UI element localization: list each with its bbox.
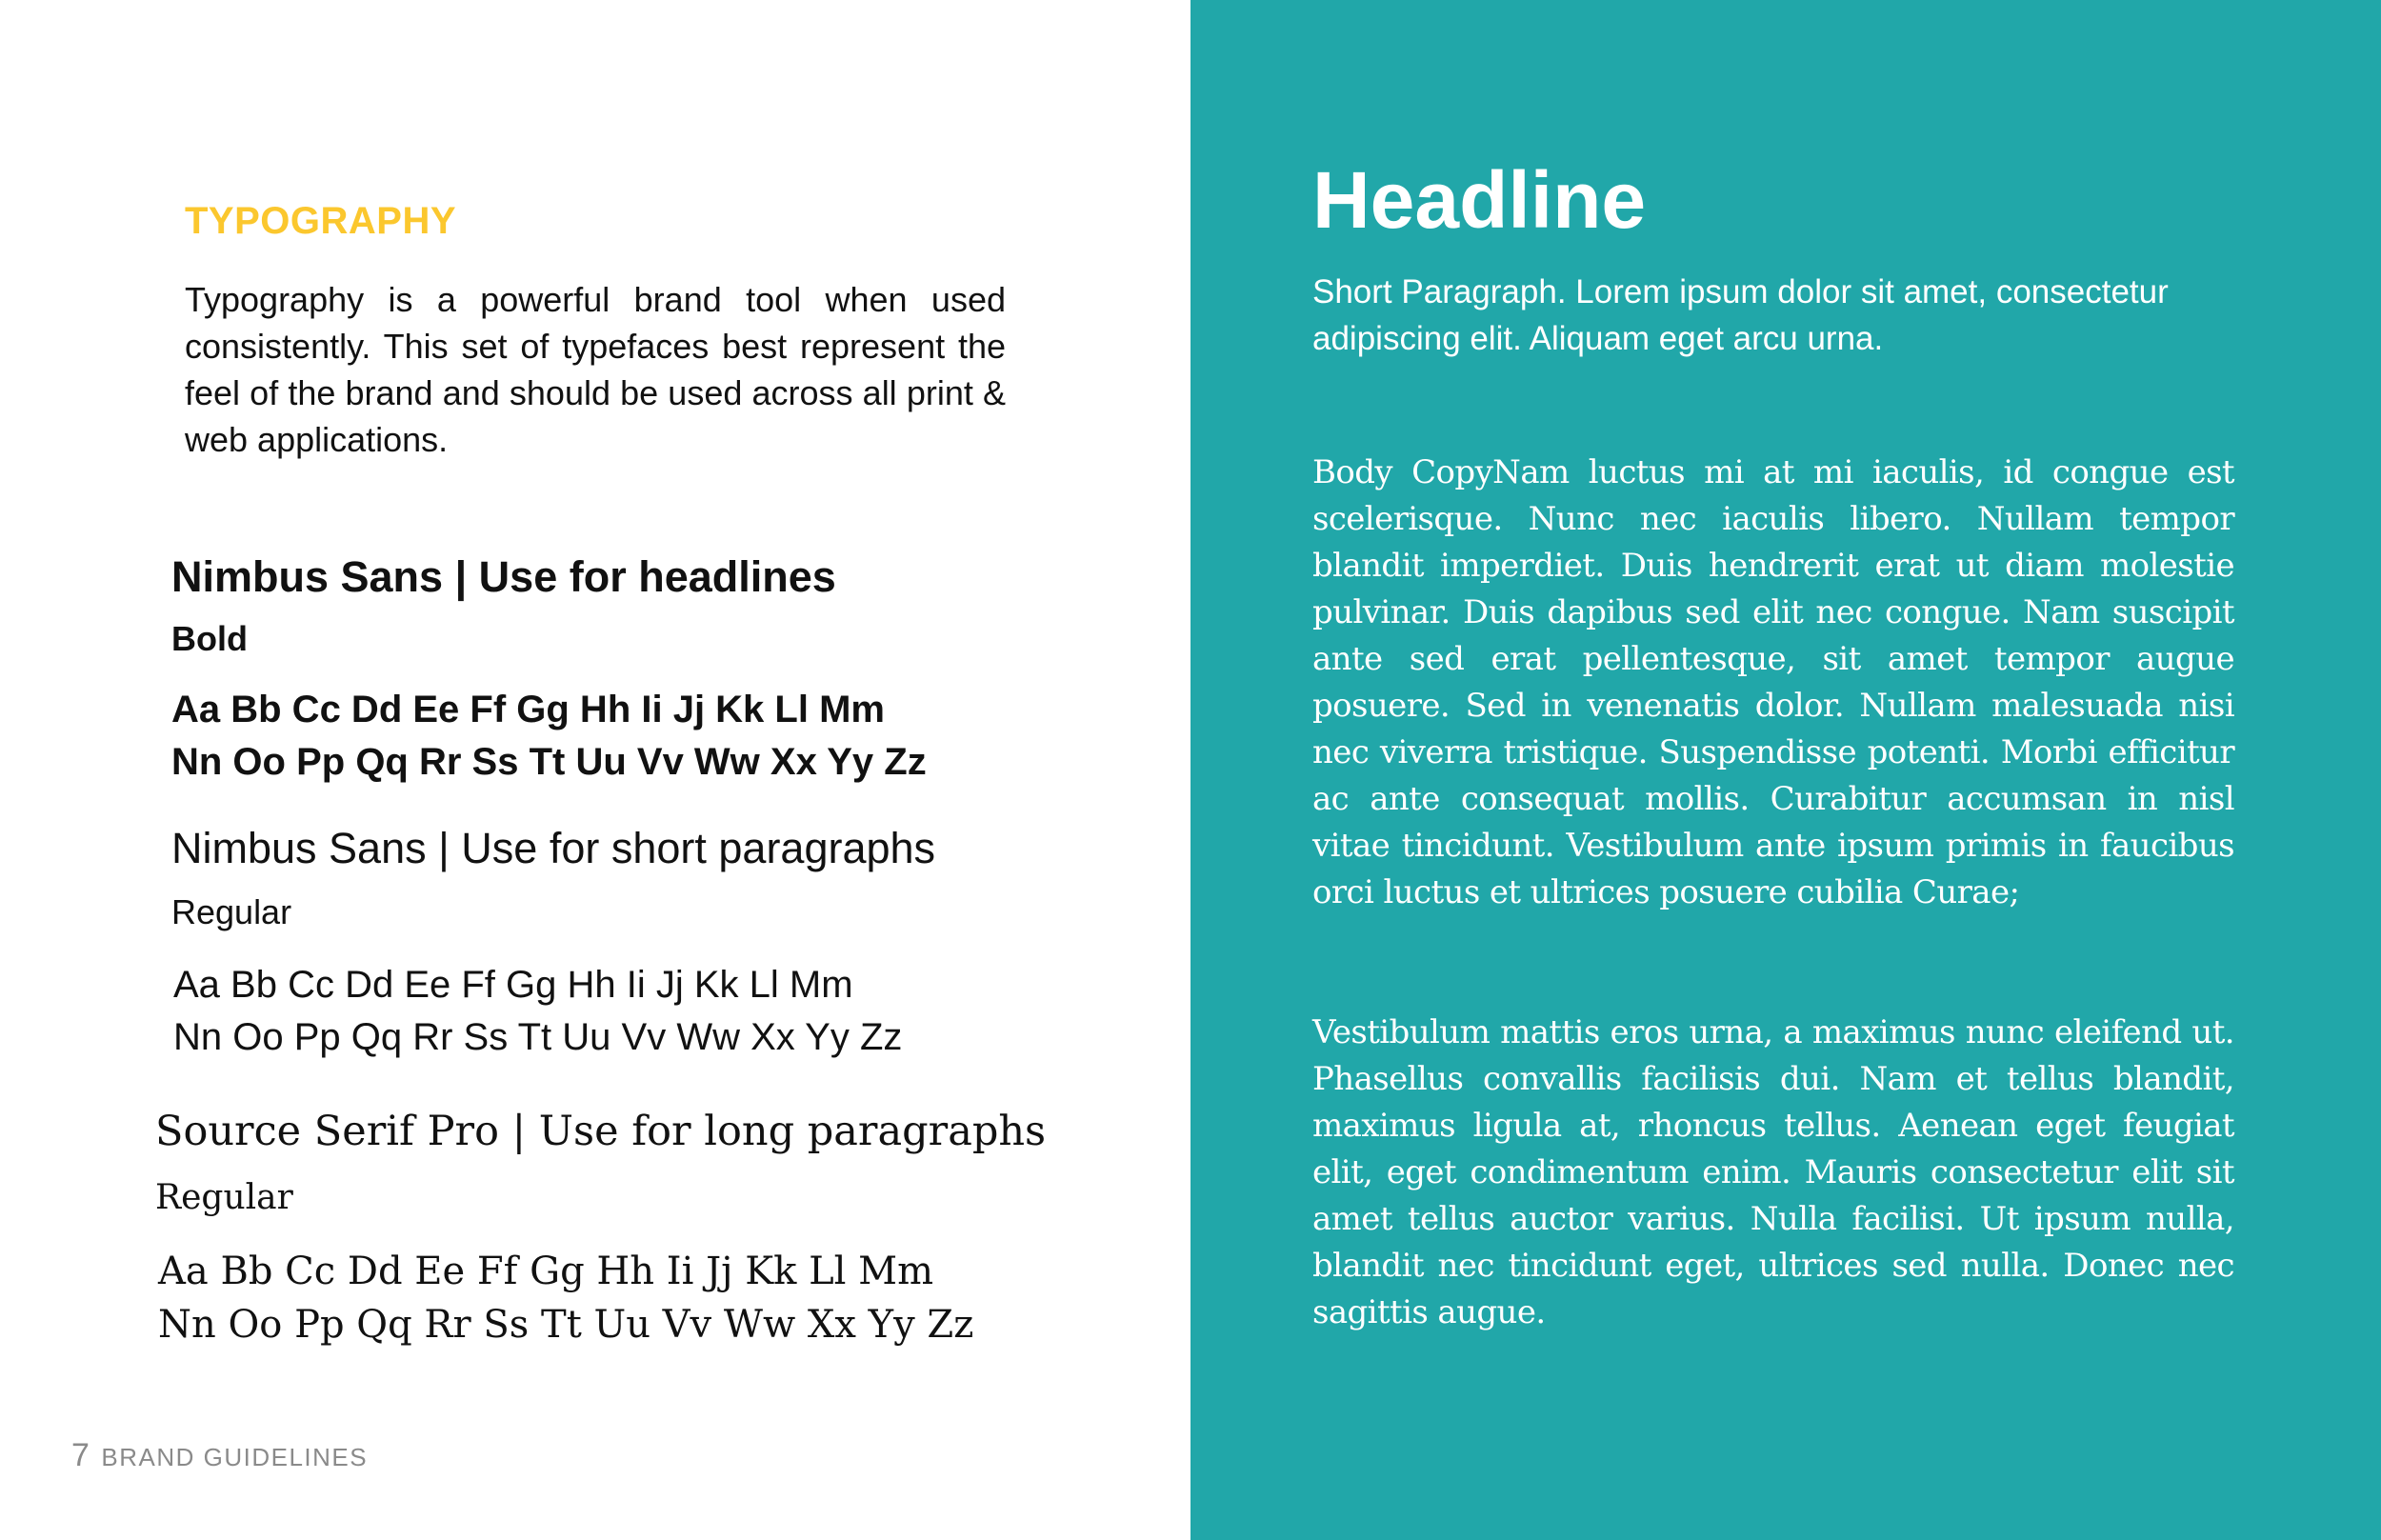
sample-line: Aa Bb Cc Dd Ee Ff Gg Hh Ii Jj Kk Ll Mm <box>173 964 853 1006</box>
footer-label: BRAND GUIDELINES <box>101 1443 369 1471</box>
font-style-serif-regular: Regular <box>155 1178 293 1217</box>
example-body-paragraph: Vestibulum mattis eros urna, a maximus nunc eleifend ut. Phasellus convallis facilisis dui. Nam et tellus blandit, maximus ligula at, rhoncus tellus. Aenean eget feugiat elit, eget condimentum enim. Mauris consectetur elit sit amet tellus auctor varius. Nulla facilisi. Ut ipsum nulla, blandit nec tincidunt eget, ultrices sed nulla. Donec nec sagittis augue. <box>1312 1013 2234 1331</box>
font-name-headlines: Nimbus Sans | Use for headlines <box>171 552 836 601</box>
alphabet-sample-serif <box>158 1245 973 1351</box>
font-style-bold: Bold <box>171 619 248 658</box>
example-body-paragraph: Body CopyNam luctus mi at mi iaculis, id congue est scelerisque. Nunc nec iaculis libero. Nullam tempor blandit imperdiet. Duis hendrerit erat ut diam molestie pulvinar. Duis dapibus sed elit nec congue. Nam suscipit ante sed erat pellentesque, sit amet tempor augue posuere. Sed in venenatis dolor. Nullam malesuada nisi nec viverra tristique. Suspendisse potenti. Morbi efficitur ac ante consequat mollis. Curabitur accumsan in nisl vitae tincidunt. Vestibulum ante ipsum primis in faucibus orci luctus et ultrices posuere cubilia Curae; <box>1312 453 2234 911</box>
section-title: TYPOGRAPHY <box>185 200 457 242</box>
sample-line: Nn Oo Pp Qq Rr Ss Tt Uu Vv Ww Xx Yy Zz <box>171 741 927 783</box>
sample-line: Aa Bb Cc Dd Ee Ff Gg Hh Ii Jj Kk Ll Mm <box>158 1250 934 1293</box>
page-footer <box>71 1437 368 1474</box>
page-number: 7 <box>71 1437 90 1473</box>
font-name-long-paragraphs: Source Serif Pro | Use for long paragraphs <box>155 1108 1047 1155</box>
sample-line: Aa Bb Cc Dd Ee Ff Gg Hh Ii Jj Kk Ll Mm <box>171 689 885 730</box>
sample-line: Nn Oo Pp Qq Rr Ss Tt Uu Vv Ww Xx Yy Zz <box>173 1016 903 1058</box>
sample-line: Nn Oo Pp Qq Rr Ss Tt Uu Vv Ww Xx Yy Zz <box>158 1303 974 1347</box>
alphabet-sample-bold <box>171 684 927 789</box>
typography-panel <box>0 0 1190 1540</box>
example-short-paragraph: Short Paragraph. Lorem ipsum dolor sit amet, consectetur adipiscing elit. Aliquam eget arcu urna. <box>1312 273 2169 357</box>
alphabet-sample-regular <box>173 959 902 1064</box>
font-name-short-paragraphs: Nimbus Sans | Use for short paragraphs <box>171 824 936 872</box>
example-headline: Headline <box>1312 155 1647 245</box>
intro-paragraph: Typography is a powerful brand tool when used consistently. This set of typefaces best represent the feel of the brand and should be used across all print & web applications. <box>185 280 1006 459</box>
font-style-regular: Regular <box>171 892 292 931</box>
